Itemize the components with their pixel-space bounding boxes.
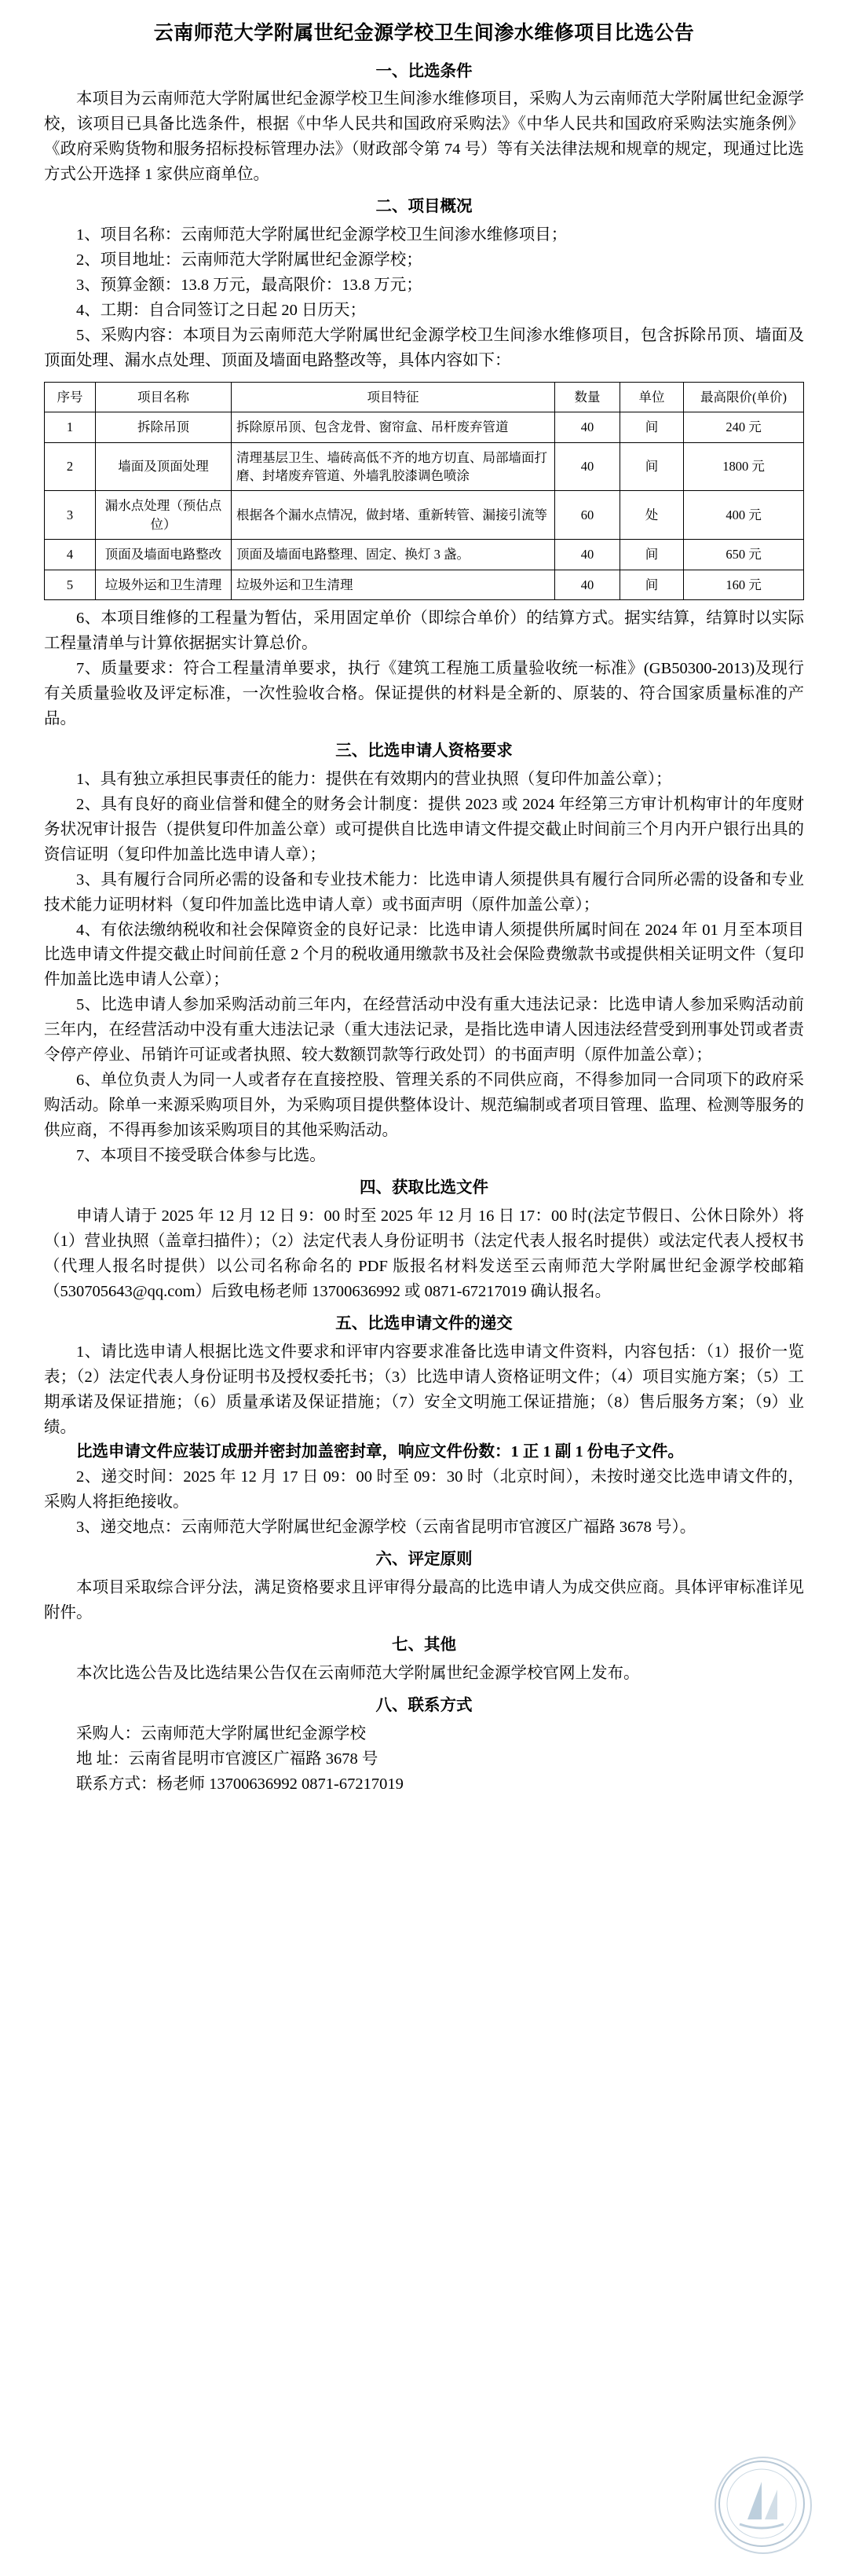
section-6-paragraph-1: 本项目采取综合评分法，满足资格要求且评审得分最高的比选申请人为成交供应商。具体评审标准详见附件。 (44, 1579, 804, 1622)
section-8-purchaser: 采购人：云南师范大学附属世纪金源学校 (76, 1724, 366, 1742)
section-heading-1: 一、比选条件 (375, 62, 473, 80)
section-2-paragraph-1: 1、项目名称：云南师范大学附属世纪金源学校卫生间渗水维修项目； (76, 225, 568, 244)
cell-qty: 40 (555, 442, 620, 491)
procurement-items-table (44, 382, 804, 600)
section-5-bold-note: 比选申请文件应装订成册并密封加盖密封章，响应文件份数：1 正 1 副 1 份电子文件。 (76, 1443, 684, 1461)
section-5-paragraph-3: 3、递交地点：云南师范大学附属世纪金源学校（云南省昆明市官渡区广福路 3678 号）。 (76, 1519, 696, 1537)
section-heading-6: 六、评定原则 (375, 1551, 473, 1569)
cell-feature: 垃圾外运和卫生清理 (232, 570, 555, 599)
after-table-paragraph-7: 7、质量要求：符合工程量清单要求，执行《建筑工程施工质量验收统一标准》(GB50300-2013)及现行有关质量验收及评定标准，一次性验收合格。保证提供的材料是全新的、原装的、符合国家质量标准的产品。 (44, 660, 804, 727)
section-heading-5: 五、比选申请文件的递交 (335, 1314, 513, 1332)
cell-name: 垃圾外运和卫生清理 (96, 570, 232, 599)
cell-qty: 40 (555, 540, 620, 570)
section-3-paragraph-5: 5、比选申请人参加采购活动前三年内，在经营活动中没有重大违法记录：比选申请人参加采购活动前三年内，在经营活动中没有重大违法记录（重大违法记录，是指比选申请人因违法经营受到刑事处罚或者责令停产停业、吊销许可证或者执照、较大数额罚款等行政处罚）的书面声明（原件加盖公章）； (44, 996, 804, 1064)
cell-price: 400 元 (684, 491, 804, 540)
table-row (45, 412, 804, 442)
cell-price: 160 元 (684, 570, 804, 599)
school-seal-watermark (715, 2457, 812, 2554)
table-row (45, 491, 804, 540)
table-header-name: 项目名称 (96, 382, 232, 412)
cell-unit: 处 (620, 491, 684, 540)
section-1-paragraph-1: 本项目为云南师范大学附属世纪金源学校卫生间渗水维修项目，采购人为云南师范大学附属世纪金源学校，该项目已具备比选条件，根据《中华人民共和国政府采购法》《中华人民共和国政府采购法实施条例》《政府采购货物和服务招标投标管理办法》（财政部令第 74 号）等有关法律法规和规章的规定，现通过比选方式公开选择 1 家供应商单位。 (44, 90, 804, 184)
section-2-paragraph-4: 4、工期：自合同签订之日起 20 日历天； (76, 301, 366, 319)
section-3-paragraph-4: 4、有依法缴纳税收和社会保障资金的良好记录：比选申请人须提供所属时间在 2024 年 01 月至本项目比选申请文件提交截止时间前任意 2 个月的税收通用缴款书及社会保险费缴款书或提供相关证明文件（复印件加盖比选申请人公章）； (44, 921, 804, 989)
section-heading-3: 三、比选申请人资格要求 (335, 742, 513, 760)
cell-unit: 间 (620, 570, 684, 599)
section-3-paragraph-3: 3、具有履行合同所必需的设备和专业技术能力：比选申请人须提供具有履行合同所必需的设备和专业技术能力证明材料（复印件加盖比选申请人章）或书面声明（原件加盖公章）； (44, 870, 804, 914)
cell-no: 1 (45, 412, 96, 442)
table-header-row (45, 382, 804, 412)
section-heading-2: 二、项目概况 (375, 198, 473, 216)
table-header-qty: 数量 (555, 382, 620, 412)
cell-feature: 拆除原吊顶、包含龙骨、窗帘盒、吊杆废弃管道 (232, 412, 555, 442)
section-5-paragraph-1: 1、请比选申请人根据比选文件要求和评审内容要求准备比选申请文件资料，内容包括：（1）报价一览表；（2）法定代表人身份证明书及授权委托书；（3）比选申请人资格证明文件；（4）项目实施方案；（5）工期承诺及保证措施；（6）质量承诺及保证措施；（7）安全文明施工保证措施；（8）售后服务方案；（9）业绩。 (44, 1343, 804, 1436)
cell-no: 3 (45, 491, 96, 540)
cell-name: 漏水点处理（预估点位） (96, 491, 232, 540)
cell-price: 650 元 (684, 540, 804, 570)
section-2-paragraph-5: 5、采购内容：本项目为云南师范大学附属世纪金源学校卫生间渗水维修项目，包含拆除吊顶、墙面及顶面处理、漏水点处理、顶面及墙面电路整改等，具体内容如下： (44, 326, 804, 369)
section-3-paragraph-6: 6、单位负责人为同一人或者存在直接控股、管理关系的不同供应商，不得参加同一合同项下的政府采购活动。除单一来源采购项目外，为采购项目提供整体设计、规范编制或者项目管理、监理、检测等服务的供应商，不得再参加该采购项目的其他采购活动。 (44, 1072, 804, 1140)
cell-name: 墙面及顶面处理 (96, 442, 232, 491)
table-header-no: 序号 (45, 382, 96, 412)
section-8-contact: 联系方式：杨老师 13700636992 0871-67217019 (76, 1775, 404, 1793)
section-3-paragraph-2: 2、具有良好的商业信誉和健全的财务会计制度：提供 2023 或 2024 年经第三方审计机构审计的年度财务状况审计报告（提供复印件加盖公章）或可提供自比选申请文件提交截止时间前三个月内开户银行出具的资信证明（复印件加盖比选申请人章）； (44, 795, 804, 863)
section-4-paragraph-1: 申请人请于 2025 年 12 月 12 日 9：00 时至 2025 年 12 月 16 日 17：00 时(法定节假日、公休日除外）将（1）营业执照（盖章扫描件）；（2）法定代表人身份证明书（法定代表人报名时提供）或法定代表人授权书（代理人报名时提供）以公司名称命名的 PDF 版报名材料发送至云南师范大学附属世纪金源学校邮箱（530705643@qq.com）后致电杨老师 13700636992 或 0871-67217019 确认报名。 (44, 1207, 804, 1300)
cell-feature: 顶面及墙面电路整理、固定、换灯 3 盏。 (232, 540, 555, 570)
cell-name: 顶面及墙面电路整改 (96, 540, 232, 570)
section-3-paragraph-7: 7、本项目不接受联合体参与比选。 (76, 1147, 326, 1165)
cell-price: 1800 元 (684, 442, 804, 491)
table-header-unit: 单位 (620, 382, 684, 412)
section-2-paragraph-2: 2、项目地址：云南师范大学附属世纪金源学校； (76, 251, 422, 269)
cell-unit: 间 (620, 412, 684, 442)
cell-feature: 清理基层卫生、墙砖高低不齐的地方切直、局部墙面打磨、封堵废弃管道、外墙乳胶漆调色喷涂 (232, 442, 555, 491)
cell-no: 2 (45, 442, 96, 491)
cell-unit: 间 (620, 442, 684, 491)
table-header-feature: 项目特征 (232, 382, 555, 412)
table-row (45, 442, 804, 491)
section-3-paragraph-1: 1、具有独立承担民事责任的能力：提供在有效期内的营业执照（复印件加盖公章）； (76, 770, 672, 788)
section-2-paragraph-3: 3、预算金额：13.8 万元，最高限价：13.8 万元； (76, 276, 422, 294)
section-8-address: 地 址：云南省昆明市官渡区广福路 3678 号 (76, 1750, 378, 1768)
section-5-paragraph-2: 2、递交时间：2025 年 12 月 17 日 09：00 时至 09：30 时（北京时间），未按时递交比选申请文件的，采购人将拒绝接收。 (44, 1468, 804, 1512)
table-row (45, 570, 804, 599)
cell-no: 5 (45, 570, 96, 599)
table-header-price: 最高限价(单价) (684, 382, 804, 412)
section-heading-8: 八、联系方式 (375, 1696, 473, 1714)
cell-feature: 根据各个漏水点情况，做封堵、重新转管、漏接引流等 (232, 491, 555, 540)
cell-qty: 40 (555, 570, 620, 599)
cell-qty: 40 (555, 412, 620, 442)
section-heading-7: 七、其他 (392, 1636, 456, 1654)
section-heading-4: 四、获取比选文件 (360, 1179, 488, 1197)
section-7-paragraph-1: 本次比选公告及比选结果公告仅在云南师范大学附属世纪金源学校官网上发布。 (76, 1664, 640, 1682)
table-row (45, 540, 804, 570)
cell-no: 4 (45, 540, 96, 570)
cell-name: 拆除吊顶 (96, 412, 232, 442)
cell-unit: 间 (620, 540, 684, 570)
page-title: 云南师范大学附属世纪金源学校卫生间渗水维修项目比选公告 (153, 23, 695, 44)
cell-qty: 60 (555, 491, 620, 540)
cell-price: 240 元 (684, 412, 804, 442)
after-table-paragraph-6: 6、本项目维修的工程量为暂估，采用固定单价（即综合单价）的结算方式。据实结算，结算时以实际工程量清单与计算依据据实计算总价。 (44, 610, 804, 653)
